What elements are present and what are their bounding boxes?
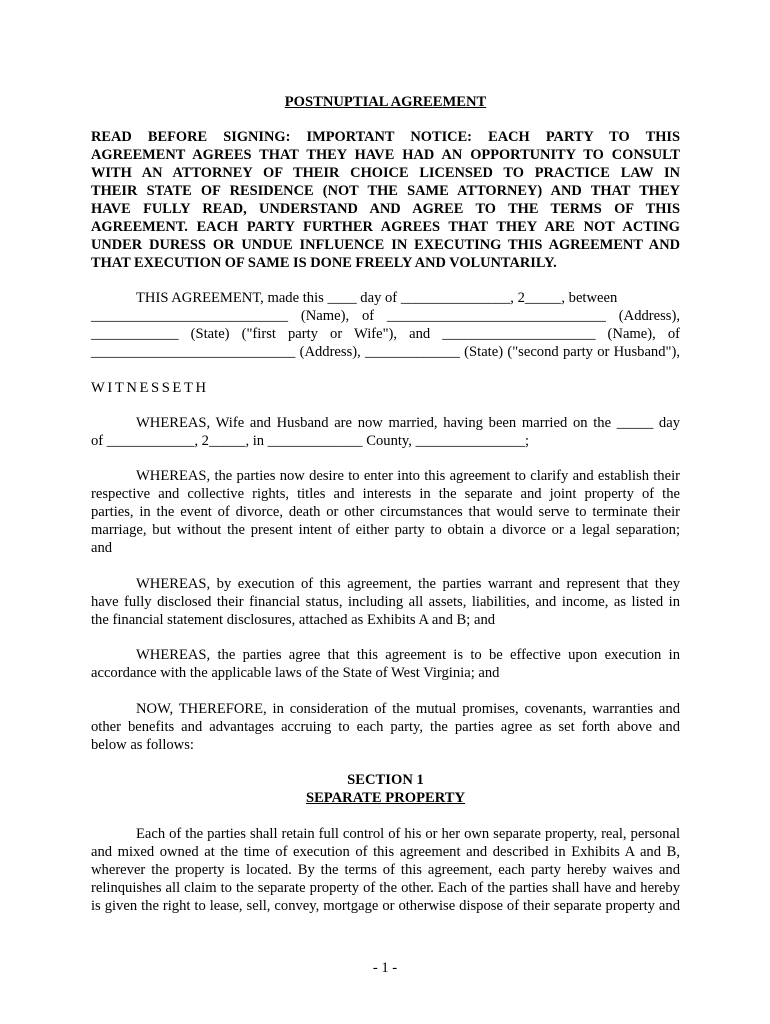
paragraph-line: WHEREAS, Wife and Husband are now married, having been married on the _____ day bbox=[136, 415, 680, 431]
paragraph-line: WHEREAS, by execution of this agreement, the parties warrant and represent that they bbox=[136, 576, 680, 592]
paragraph-line: NOW, THEREFORE, in consideration of the mutual promises, covenants, warranties and bbox=[136, 701, 680, 717]
paragraph-line: other benefits and advantages accruing to each party, the parties agree as set forth above and bbox=[91, 719, 680, 735]
paragraph-line: respective and collective rights, titles and interests in the separate and joint property of the bbox=[91, 486, 680, 502]
agreement-line: ____________ (State) ("first party or Wife"), and _____________________ (Name), of bbox=[91, 326, 680, 342]
paragraph-line: have fully disclosed their financial status, including all assets, liabilities, and income, as listed in bbox=[91, 594, 680, 610]
notice-line: READ BEFORE SIGNING: IMPORTANT NOTICE: EACH PARTY TO THIS bbox=[91, 129, 680, 145]
paragraph-line: of ____________, 2_____, in _____________ County, _______________; bbox=[91, 433, 530, 449]
section-number: SECTION 1 bbox=[347, 772, 424, 788]
page-number: - 1 - bbox=[372, 960, 398, 976]
agreement-line: THIS AGREEMENT, made this ____ day of _______________, 2_____, between bbox=[136, 290, 618, 306]
document-title: POSTNUPTIAL AGREEMENT bbox=[284, 94, 487, 110]
paragraph-line: WHEREAS, the parties now desire to enter into this agreement to clarify and establish their bbox=[136, 468, 680, 484]
notice-line: HAVE FULLY READ, UNDERSTAND AND AGREE TO THE TERMS OF THIS bbox=[91, 201, 680, 217]
notice-line: AGREEMENT. EACH PARTY FURTHER AGREES THAT THEY ARE NOT ACTING bbox=[91, 219, 680, 235]
paragraph-line: the financial statement disclosures, attached as Exhibits A and B; and bbox=[91, 612, 496, 628]
paragraph-line: parties, in the event of divorce, death or other circumstances that would serve to terminate their bbox=[91, 504, 680, 520]
paragraph-line: below as follows: bbox=[91, 737, 194, 753]
paragraph-line: WHEREAS, the parties agree that this agreement is to be effective upon execution in bbox=[136, 647, 680, 663]
paragraph-line: relinquishes all claim to the separate property of the other. Each of the parties shall have and hereby bbox=[91, 880, 680, 896]
paragraph-line: is given the right to lease, sell, convey, mortgage or otherwise dispose of their separate property and bbox=[91, 898, 680, 914]
notice-line: THEIR STATE OF RESIDENCE (NOT THE SAME ATTORNEY) AND THAT THEY bbox=[91, 183, 680, 199]
notice-line: WITH AN ATTORNEY OF THEIR CHOICE LICENSED TO PRACTICE LAW IN bbox=[91, 165, 680, 181]
agreement-line: ___________________________ (Name), of ______________________________ (Address), bbox=[91, 308, 680, 324]
paragraph-line: and mixed owned at the time of execution of this agreement and described in Exhibits A and B, bbox=[91, 844, 680, 860]
paragraph-line: and bbox=[91, 540, 113, 556]
paragraph-line: Each of the parties shall retain full control of his or her own separate property, real, personal bbox=[136, 826, 680, 842]
paragraph-line: marriage, but without the present intent of either party to obtain a divorce or a legal separation; bbox=[91, 522, 680, 538]
notice-line: THAT EXECUTION OF SAME IS DONE FREELY AND VOLUNTARILY. bbox=[91, 255, 557, 271]
notice-line: AGREEMENT AGREES THAT THEY HAVE HAD AN OPPORTUNITY TO CONSULT bbox=[91, 147, 680, 163]
section-title: SEPARATE PROPERTY bbox=[305, 790, 466, 806]
paragraph-line: accordance with the applicable laws of the State of West Virginia; and bbox=[91, 665, 500, 681]
witnesseth-heading: WITNESSETH bbox=[91, 380, 209, 396]
paragraph-line: wherever the property is located. By the terms of this agreement, each party hereby waives and bbox=[91, 862, 680, 878]
agreement-line: ____________________________ (Address), _____________ (State) ("second party or Husband"), bbox=[91, 344, 680, 360]
notice-line: UNDER DURESS OR UNDUE INFLUENCE IN EXECUTING THIS AGREEMENT AND bbox=[91, 237, 680, 253]
